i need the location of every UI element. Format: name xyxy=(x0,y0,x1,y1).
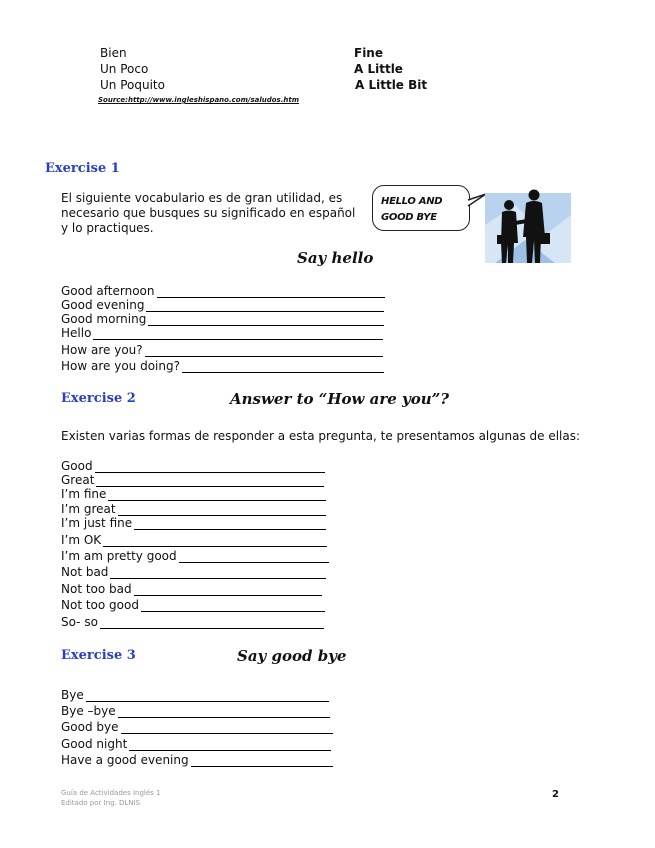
ex3-row-3 xyxy=(61,718,333,734)
ex1-item-label: Good evening xyxy=(61,298,145,312)
ex2-item-label: Good xyxy=(61,459,93,473)
exercise2-heading: Exercise 2 xyxy=(61,391,136,406)
ex2-item-label: Not bad xyxy=(61,565,109,579)
answer-line[interactable] xyxy=(93,327,383,340)
exercise2-subtitle: Answer to “How are you”? xyxy=(230,390,450,408)
answer-line[interactable] xyxy=(129,738,331,751)
ex2-item-label: Not too bad xyxy=(61,582,132,596)
answer-line[interactable] xyxy=(103,534,327,547)
vocab-en-3: A Little Bit xyxy=(355,78,428,92)
bubble-line2: GOOD BYE xyxy=(381,212,437,223)
vocab-es-3: Un Poquito xyxy=(100,78,165,92)
ex2-item-label: Great xyxy=(61,473,95,487)
ex2-row-11 xyxy=(61,613,324,629)
vocab-en-1: Fine xyxy=(354,46,383,60)
ex2-row-7 xyxy=(61,547,329,563)
answer-line[interactable] xyxy=(134,583,322,596)
answer-line[interactable] xyxy=(145,344,383,357)
ex1-row-6 xyxy=(61,357,384,373)
answer-line[interactable] xyxy=(118,705,330,718)
ex1-row-4 xyxy=(61,324,383,340)
ex2-item-label: I’m fine xyxy=(61,487,107,501)
ex2-item-label: I’m am pretty good xyxy=(61,549,177,563)
ex3-row-5 xyxy=(61,751,333,767)
ex3-row-2 xyxy=(61,702,330,718)
answer-line[interactable] xyxy=(191,754,333,767)
ex3-item-label: Bye xyxy=(61,688,84,702)
speech-bubble xyxy=(372,185,470,231)
bubble-line1: HELLO AND xyxy=(381,196,443,207)
ex2-item-label: Not too good xyxy=(61,598,139,612)
handshake-illustration xyxy=(485,185,571,263)
page-number: 2 xyxy=(552,789,559,800)
footer-line1: Guía de Actividades Inglés 1 xyxy=(61,789,161,797)
ex2-row-3 xyxy=(61,485,326,501)
ex2-item-label: So- so xyxy=(61,615,98,629)
ex1-item-label: How are you? xyxy=(61,343,143,357)
vocab-es-2: Un Poco xyxy=(100,62,149,76)
footer xyxy=(61,788,160,808)
ex2-row-6 xyxy=(61,531,327,547)
bubble-text xyxy=(381,194,442,226)
answer-line[interactable] xyxy=(110,566,326,579)
ex3-row-1 xyxy=(61,686,329,702)
ex2-row-8 xyxy=(61,563,326,579)
exercise1-instruction: El siguiente vocabulario es de gran utilidad, es necesario que busques su significado en español y lo practiques. xyxy=(61,191,356,235)
ex2-item-label: I’m just fine xyxy=(61,516,133,530)
answer-line[interactable] xyxy=(100,616,324,629)
exercise2-instruction: Existen varias formas de responder a esta pregunta, te presentamos algunas de ellas: xyxy=(61,429,581,443)
ex1-item-label: Good afternoon xyxy=(61,284,155,298)
ex3-item-label: Have a good evening xyxy=(61,753,189,767)
ex3-row-4 xyxy=(61,735,331,751)
exercise3-heading: Exercise 3 xyxy=(61,648,136,663)
exercise1-heading: Exercise 1 xyxy=(45,161,120,176)
answer-line[interactable] xyxy=(134,517,326,530)
exercise3-subtitle: Say good bye xyxy=(237,647,347,665)
ex1-item-label: How are you doing? xyxy=(61,359,180,373)
vocab-en-2: A Little xyxy=(354,62,403,76)
answer-line[interactable] xyxy=(141,599,325,612)
ex2-row-9 xyxy=(61,580,322,596)
answer-line[interactable] xyxy=(121,721,333,734)
vocab-es-1: Bien xyxy=(100,46,127,60)
answer-line[interactable] xyxy=(182,360,384,373)
answer-line[interactable] xyxy=(86,689,329,702)
ex2-item-label: I’m OK xyxy=(61,533,102,547)
footer-line2: Editado por Ing. DLNIS xyxy=(61,799,141,807)
ex3-item-label: Good night xyxy=(61,737,128,751)
ex2-item-label: I’m great xyxy=(61,502,116,516)
ex2-row-10 xyxy=(61,596,325,612)
answer-line[interactable] xyxy=(179,550,329,563)
exercise1-subtitle: Say hello xyxy=(297,249,374,267)
source-link[interactable]: Source:http://www.ingleshispano.com/saludos.htm xyxy=(98,96,299,104)
ex2-row-5 xyxy=(61,514,326,530)
ex1-item-label: Hello xyxy=(61,326,92,340)
ex1-row-5 xyxy=(61,341,383,357)
ex1-item-label: Good morning xyxy=(61,312,147,326)
ex3-item-label: Bye –bye xyxy=(61,704,116,718)
ex3-item-label: Good bye xyxy=(61,720,119,734)
